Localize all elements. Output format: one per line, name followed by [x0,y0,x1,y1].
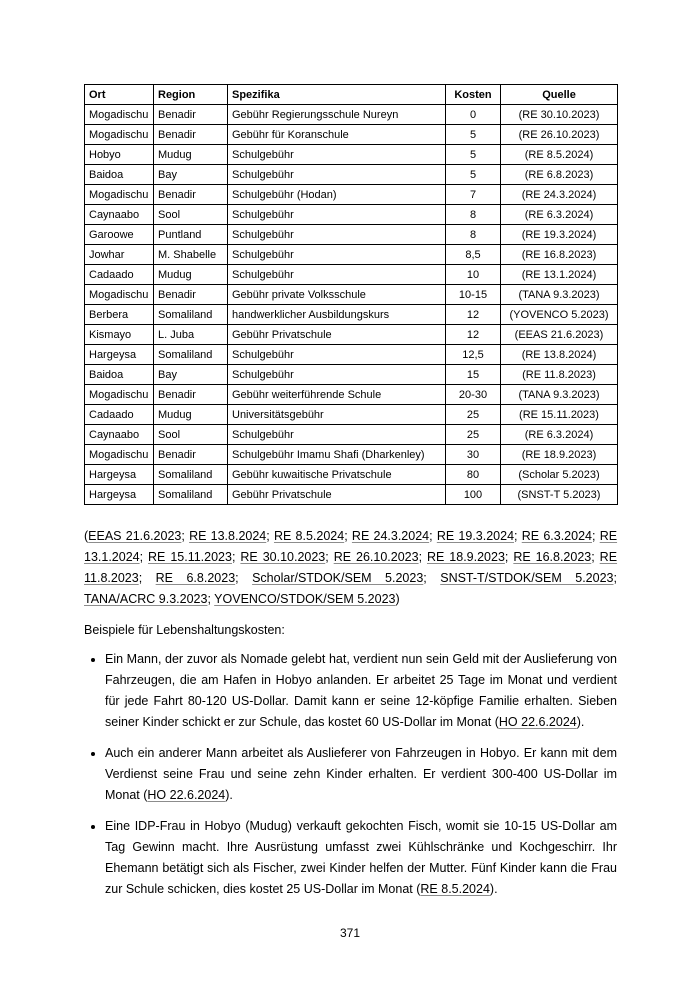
example-list-item [105,816,617,900]
cell-ort: Jowhar [85,245,154,265]
cell-quelle: (RE 13.8.2024) [501,345,618,365]
cell-region: Bay [154,165,228,185]
cell-ort: Hargeysa [85,345,154,365]
cell-spezifika: Schulgebühr [228,265,446,285]
cell-region: Somaliland [154,465,228,485]
text-run: ). [225,788,233,802]
cell-kosten: 80 [446,465,501,485]
cell-ort: Caynaabo [85,425,154,445]
cell-kosten: 20-30 [446,385,501,405]
school-costs-table [84,84,618,505]
text-run: ). [489,882,498,896]
cell-region: Sool [154,205,228,225]
cell-ort: Garoowe [85,225,154,245]
text-run: ; [344,529,352,543]
source-link[interactable]: HO 22.6.2024 [147,788,226,802]
cell-region: Somaliland [154,485,228,505]
page-content [84,84,617,910]
cell-kosten: 8,5 [446,245,501,265]
cell-ort: Baidoa [85,165,154,185]
cell-spezifika: Schulgebühr [228,425,446,445]
column-header-kosten: Kosten [446,85,501,105]
column-header-quelle: Quelle [501,85,618,105]
cell-ort: Mogadischu [85,385,154,405]
cell-spezifika: Schulgebühr Imamu Shafi (Dharkenley) [228,445,446,465]
table-row [85,325,618,345]
cell-quelle: (TANA 9.3.2023) [501,285,618,305]
cell-quelle: (RE 6.3.2024) [501,205,618,225]
cell-quelle: (RE 8.5.2024) [501,145,618,165]
text-run: ; [613,571,617,585]
text-run: ; [235,571,253,585]
cell-quelle: (RE 11.8.2023) [501,365,618,385]
cell-quelle: (RE 24.3.2024) [501,185,618,205]
cell-spezifika: Schulgebühr [228,365,446,385]
cell-ort: Hargeysa [85,485,154,505]
cell-region: Benadir [154,105,228,125]
source-link[interactable]: RE 18.9.2023 [426,550,505,564]
source-citation-paragraph [84,526,617,610]
table-row [85,285,618,305]
table-row [85,365,618,385]
cell-region: Benadir [154,125,228,145]
cell-spezifika: Schulgebühr [228,245,446,265]
cell-kosten: 30 [446,445,501,465]
table-header-row [85,85,618,105]
examples-intro: Beispiele für Lebenshaltungskosten: [84,623,285,637]
source-link[interactable]: RE 16.8.2023 [513,550,592,564]
cell-kosten: 100 [446,485,501,505]
cell-spezifika: Schulgebühr [228,345,446,365]
source-link[interactable]: RE 26.10.2023 [333,550,419,564]
examples-list [84,649,617,900]
cell-region: Puntland [154,225,228,245]
cell-spezifika: Gebühr Privatschule [228,325,446,345]
source-link[interactable]: HO 22.6.2024 [498,715,577,729]
cell-quelle: (RE 19.3.2024) [501,225,618,245]
cell-ort: Berbera [85,305,154,325]
cell-quelle: (RE 26.10.2023) [501,125,618,145]
text-run: Ein Mann, der zuvor als Nomade gelebt hat, verdient nun sein Geld mit der Auslieferung von Fahrzeugen, die am Hafen in Hobyo anlanden. Er arbeitet 25 Tage im Monat und verdient für jede Fahrt 80-120 US-Dollar. Damit kann er seine 12-köpfige Familie erhalten. Sieben seiner Kinder schickt er zur Schule, das kostet 60 US-Dollar im Monat ( [105,652,617,729]
cell-quelle: (RE 13.1.2024) [501,265,618,285]
cell-region: Benadir [154,385,228,405]
column-header-spezifika: Spezifika [228,85,446,105]
cell-ort: Baidoa [85,365,154,385]
text-run: Auch ein anderer Mann arbeitet als Auslieferer von Fahrzeugen in Hobyo. Er kann mit dem Verdienst seine Frau und seine zehn Kinder erhalten. Er verdient 300-400 US-Dollar im Monat ( [105,746,617,802]
source-link[interactable]: RE 24.3.2024 [351,529,430,543]
text-run: ; [514,529,522,543]
cell-ort: Mogadischu [85,125,154,145]
cell-ort: Mogadischu [85,105,154,125]
cell-spezifika: Gebühr Regierungsschule Nureyn [228,105,446,125]
cell-region: Sool [154,425,228,445]
table-header [85,85,618,105]
cell-region: Mudug [154,265,228,285]
table-row [85,125,618,145]
table-row [85,185,618,205]
cell-region: Mudug [154,145,228,165]
cell-ort: Caynaabo [85,205,154,225]
table-row [85,465,618,485]
cell-ort: Hargeysa [85,465,154,485]
example-list-item [105,743,617,806]
text-run: ; [325,550,334,564]
text-run: ; [423,571,441,585]
cell-quelle: (RE 18.9.2023) [501,445,618,465]
table-row [85,305,618,325]
cell-ort: Mogadischu [85,185,154,205]
text-run: ; [591,550,600,564]
text-run: ; [231,550,241,564]
cell-spezifika: Schulgebühr (Hodan) [228,185,446,205]
source-link[interactable]: RE 11.8.2023 [84,550,618,585]
table-row [85,205,618,225]
cell-kosten: 5 [446,125,501,145]
text-run: ; [429,529,437,543]
cell-region: Benadir [154,185,228,205]
text-run: ; [138,571,156,585]
cell-region: Mudug [154,405,228,425]
text-run: ( [84,529,89,543]
column-header-region: Region [154,85,228,105]
source-link[interactable]: RE 8.5.2024 [420,882,490,896]
source-link[interactable]: Scholar/STDOK/SEM 5.2023 [252,571,424,585]
cell-spezifika: Gebühr Privatschule [228,485,446,505]
table-row [85,265,618,285]
cell-kosten: 10-15 [446,285,501,305]
source-link[interactable]: RE 30.10.2023 [240,550,326,564]
cell-kosten: 12,5 [446,345,501,365]
table-row [85,485,618,505]
column-header-ort: Ort [85,85,154,105]
cell-kosten: 12 [446,325,501,345]
source-link[interactable]: TANA/ACRC 9.3.2023 [84,592,208,606]
cell-ort: Hobyo [85,145,154,165]
cell-kosten: 0 [446,105,501,125]
cell-quelle: (RE 30.10.2023) [501,105,618,125]
cell-kosten: 25 [446,405,501,425]
page-number: 371 [339,926,361,940]
cell-kosten: 5 [446,165,501,185]
cell-region: Benadir [154,285,228,305]
cell-region: Bay [154,365,228,385]
cell-quelle: (Scholar 5.2023) [501,465,618,485]
source-link[interactable]: SNST-T/STDOK/SEM 5.2023 [440,571,614,585]
cell-region: Somaliland [154,345,228,365]
table-body [85,105,618,505]
cell-kosten: 5 [446,145,501,165]
table-row [85,385,618,405]
cell-quelle: (YOVENCO 5.2023) [501,305,618,325]
cell-ort: Mogadischu [85,285,154,305]
cell-region: L. Juba [154,325,228,345]
source-link[interactable]: RE 13.1.2024 [84,529,618,564]
cell-kosten: 8 [446,205,501,225]
cell-quelle: (RE 6.3.2024) [501,425,618,445]
source-link[interactable]: RE 6.3.2024 [521,529,592,543]
source-link[interactable]: RE 13.8.2024 [189,529,267,543]
table-row [85,225,618,245]
cell-ort: Kismayo [85,325,154,345]
cell-kosten: 25 [446,425,501,445]
table-row [85,105,618,125]
cell-kosten: 15 [446,365,501,385]
source-link[interactable]: RE 19.3.2024 [436,529,515,543]
cell-quelle: (EEAS 21.6.2023) [501,325,618,345]
text-run: ). [576,715,585,729]
text-run: ; [139,550,149,564]
text-run: ; [207,592,215,606]
cell-spezifika: Schulgebühr [228,145,446,165]
source-link[interactable]: EEAS 21.6.2023 [88,529,182,543]
cell-spezifika: Gebühr für Koranschule [228,125,446,145]
cell-ort: Cadaado [85,405,154,425]
table-row [85,145,618,165]
text-run: ; [418,550,427,564]
cell-spezifika: Schulgebühr [228,225,446,245]
cell-quelle: (RE 15.11.2023) [501,405,618,425]
cell-kosten: 8 [446,225,501,245]
cell-spezifika: handwerklicher Ausbildungskurs [228,305,446,325]
text-run: ) [395,592,400,606]
cell-ort: Cadaado [85,265,154,285]
text-run: ; [504,550,514,564]
cell-quelle: (SNST-T 5.2023) [501,485,618,505]
cell-region: Somaliland [154,305,228,325]
table-row [85,425,618,445]
text-run: ; [591,529,600,543]
cell-quelle: (TANA 9.3.2023) [501,385,618,405]
source-link[interactable]: RE 8.5.2024 [273,529,345,543]
cell-spezifika: Gebühr weiterführende Schule [228,385,446,405]
cell-spezifika: Schulgebühr [228,205,446,225]
cell-kosten: 7 [446,185,501,205]
table-row [85,245,618,265]
cell-ort: Mogadischu [85,445,154,465]
cell-spezifika: Schulgebühr [228,165,446,185]
cell-spezifika: Gebühr private Volksschule [228,285,446,305]
text-run: ; [181,529,190,543]
cell-quelle: (RE 16.8.2023) [501,245,618,265]
cell-region: M. Shabelle [154,245,228,265]
table-row [85,405,618,425]
example-list-item [105,649,617,733]
table-row [85,445,618,465]
source-link[interactable]: RE 6.8.2023 [155,571,236,585]
cell-region: Benadir [154,445,228,465]
source-link[interactable]: YOVENCO/STDOK/SEM 5.2023 [214,592,396,606]
text-run: ; [266,529,274,543]
cell-kosten: 12 [446,305,501,325]
source-link[interactable]: RE 15.11.2023 [148,550,232,564]
cell-spezifika: Gebühr kuwaitische Privatschule [228,465,446,485]
cell-quelle: (RE 6.8.2023) [501,165,618,185]
text-run: Eine IDP-Frau in Hobyo (Mudug) verkauft gekochten Fisch, womit sie 10-15 US-Dollar am Tag Gewinn macht. Ihre Ausrüstung umfasst zwei Kühlschränke und Kochgeschirr. Ihr Ehemann betätigt sich als Fischer, zwei Kinder helfen der Mutter. Fünf Kinder kann die Frau zur Schule schicken, dies kostet 25 US-Dollar im Monat ( [105,819,617,896]
cell-spezifika: Universitätsgebühr [228,405,446,425]
cell-kosten: 10 [446,265,501,285]
table-row [85,345,618,365]
table-row [85,165,618,185]
